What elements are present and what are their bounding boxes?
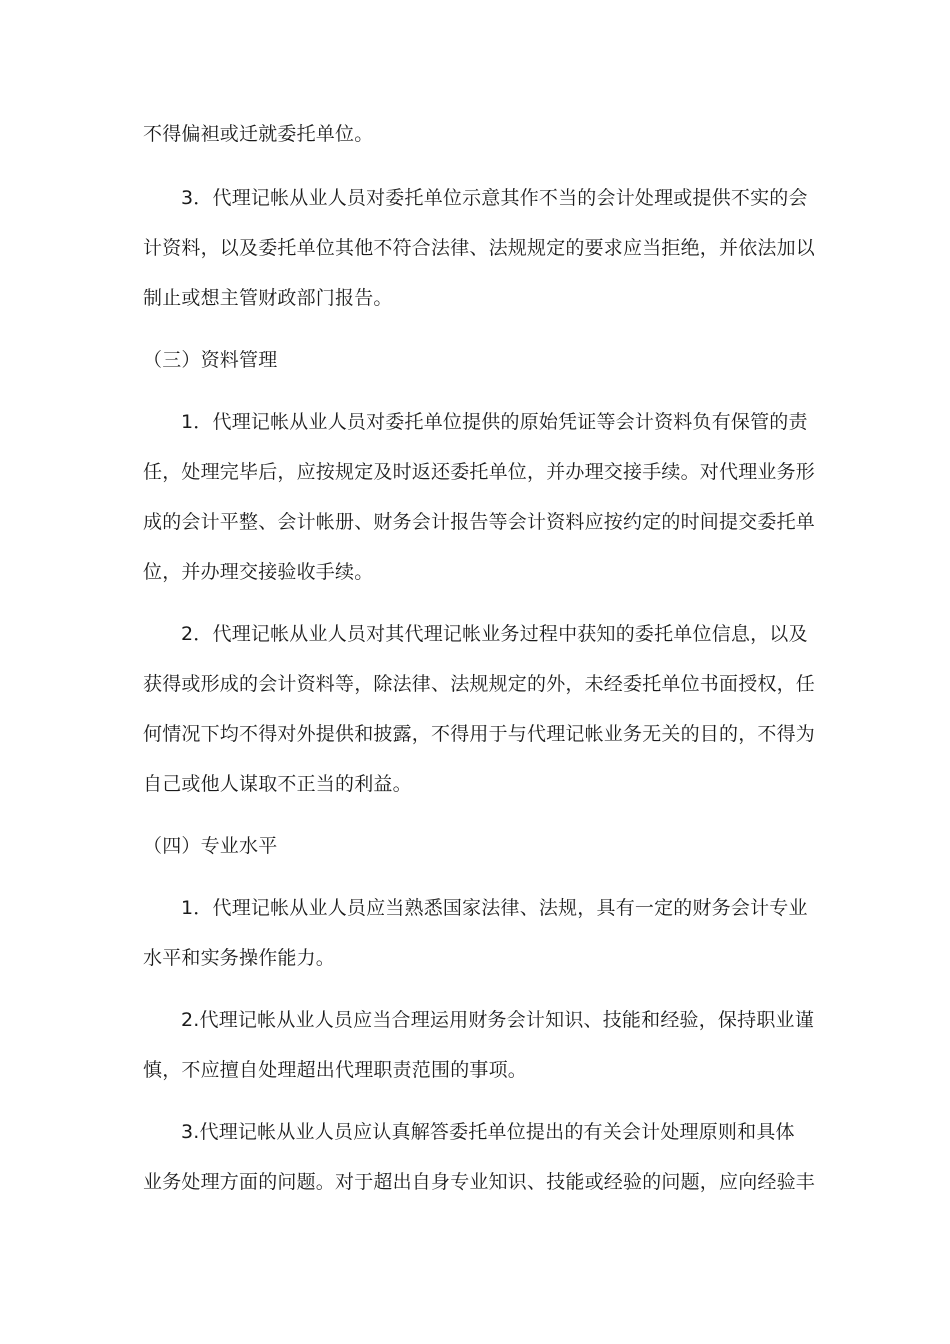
paragraph-line: 3.代理记帐从业人员应认真解答委托单位提出的有关会计处理原则和具体 xyxy=(181,1121,795,1143)
paragraph-line: 任，处理完毕后，应按规定及时返还委托单位，并办理交接手续。对代理业务形 xyxy=(143,461,816,483)
section-heading: （四）专业水平 xyxy=(143,835,278,857)
paragraph-line: 慎，不应擅自处理超出代理职责范围的事项。 xyxy=(143,1059,528,1081)
paragraph-line: 水平和实务操作能力。 xyxy=(143,947,336,969)
paragraph-line: 计资料，以及委托单位其他不符合法律、法规规定的要求应当拒绝，并依法加以 xyxy=(143,237,816,259)
paragraph-line: 位，并办理交接验收手续。 xyxy=(143,561,374,583)
paragraph-line: 不得偏袒或迁就委托单位。 xyxy=(143,123,374,145)
paragraph-line: 3．代理记帐从业人员对委托单位示意其作不当的会计处理或提供不实的会 xyxy=(181,187,808,209)
paragraph-line: 何情况下均不得对外提供和披露，不得用于与代理记帐业务无关的目的，不得为 xyxy=(143,723,816,745)
paragraph-line: 获得或形成的会计资料等，除法律、法规规定的外，未经委托单位书面授权，任 xyxy=(143,673,816,695)
paragraph-line: 2.代理记帐从业人员应当合理运用财务会计知识、技能和经验，保持职业谨 xyxy=(181,1009,814,1031)
section-heading: （三）资料管理 xyxy=(143,349,278,371)
paragraph-line: 2．代理记帐从业人员对其代理记帐业务过程中获知的委托单位信息，以及 xyxy=(181,623,808,645)
paragraph-line: 业务处理方面的问题。对于超出自身专业知识、技能或经验的问题，应向经验丰 xyxy=(143,1171,816,1193)
paragraph-line: 1．代理记帐从业人员应当熟悉国家法律、法规，具有一定的财务会计专业 xyxy=(181,897,808,919)
paragraph-line: 自己或他人谋取不正当的利益。 xyxy=(143,773,412,795)
paragraph-line: 制止或想主管财政部门报告。 xyxy=(143,287,393,309)
paragraph-line: 成的会计平整、会计帐册、财务会计报告等会计资料应按约定的时间提交委托单 xyxy=(143,511,816,533)
paragraph-line: 1．代理记帐从业人员对委托单位提供的原始凭证等会计资料负有保管的责 xyxy=(181,411,808,433)
